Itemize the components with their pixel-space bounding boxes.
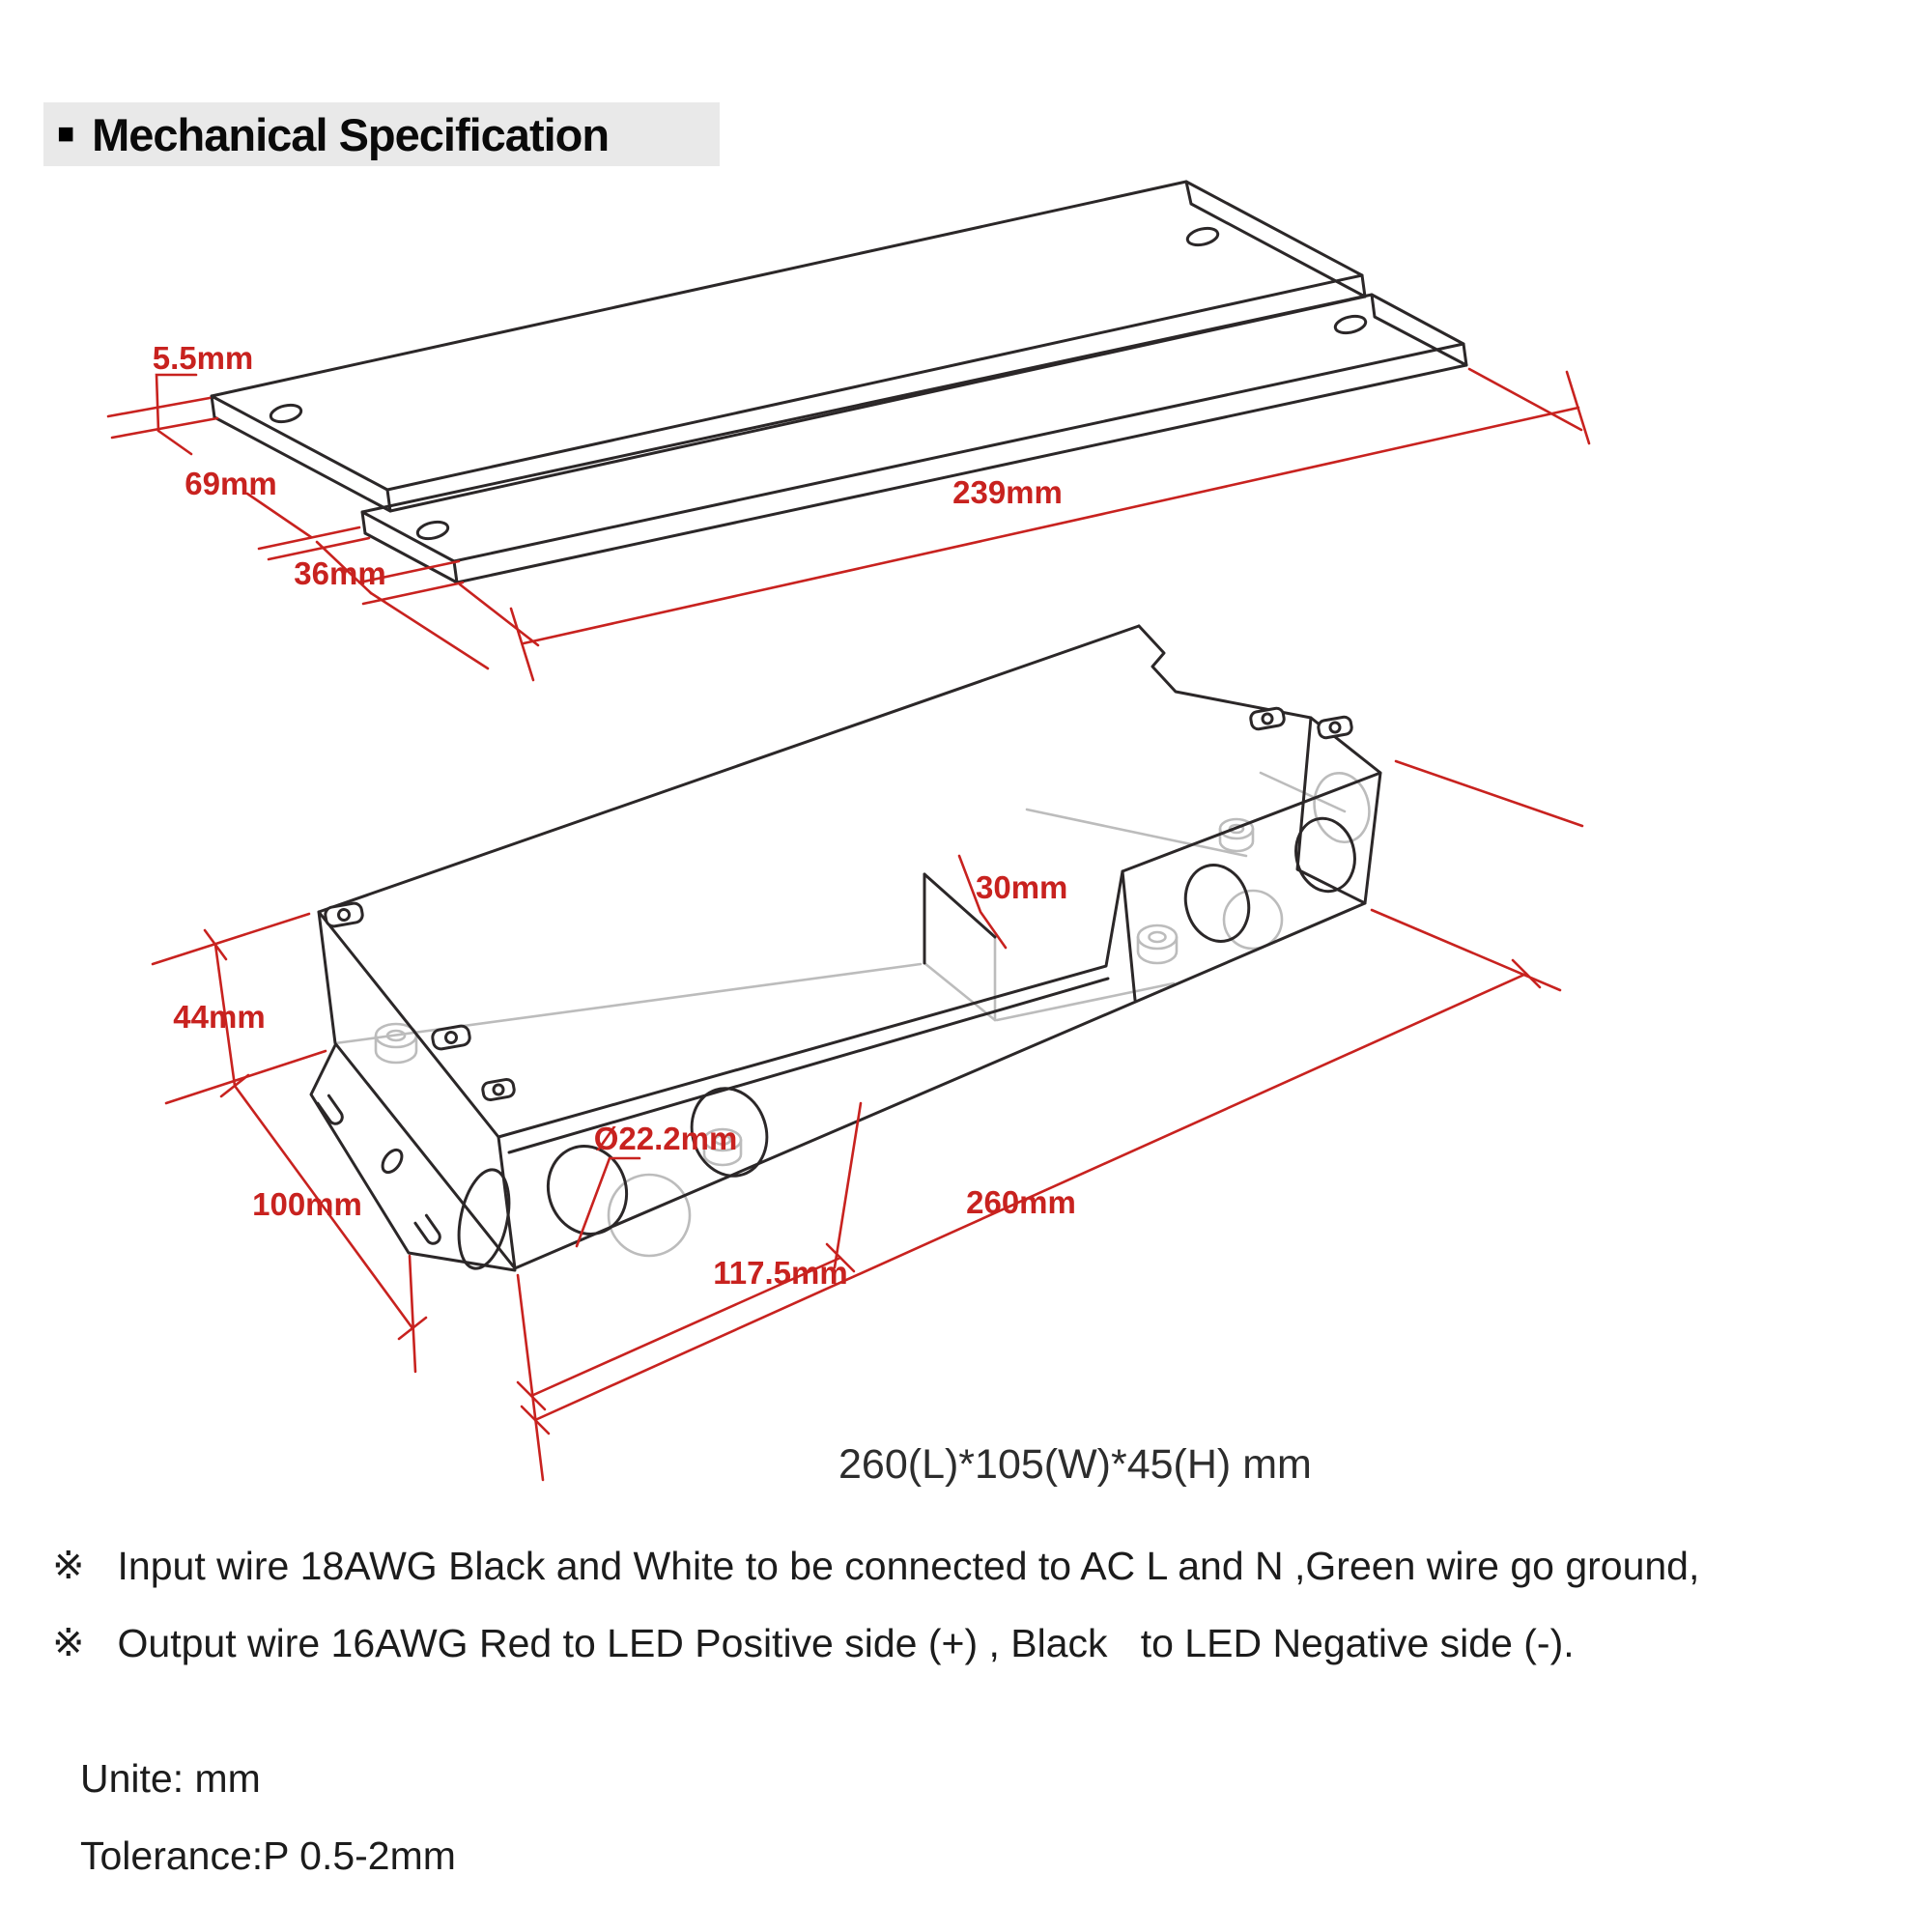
reference-mark-icon: ※ — [52, 1622, 85, 1664]
dim-260-extension-left — [518, 1275, 543, 1480]
corner-screw-tab — [1318, 716, 1353, 739]
reference-mark-icon: ※ — [52, 1545, 85, 1587]
note-output-wire — [52, 1621, 1575, 1666]
dim-260-tick — [1513, 960, 1540, 987]
grommet-hole — [1150, 932, 1166, 942]
dim-69-extension — [259, 527, 359, 549]
cover-plate-screw-hole — [1186, 226, 1220, 248]
plates-dimensions — [108, 340, 1589, 680]
flange-outline — [311, 1045, 515, 1270]
tab-plate — [1318, 716, 1353, 739]
dim-label-plate-length: 239mm — [952, 474, 1063, 510]
right-end-cap — [1297, 718, 1380, 903]
interior-bottom-edge — [335, 964, 921, 1043]
flange-slot — [415, 1215, 442, 1246]
enclosure-drawing — [153, 626, 1582, 1480]
tab-plate — [1250, 707, 1286, 730]
corner-screw-tab — [325, 902, 364, 927]
dim-239-tick-left — [511, 609, 533, 680]
overall-size-caption: 260(L)*105(W)*45(H) mm — [838, 1441, 1312, 1488]
enclosure-hidden-lines — [335, 768, 1376, 1256]
dim-100-extension — [410, 1256, 415, 1372]
partition-hidden-edge — [924, 963, 995, 1020]
front-knockout-hole — [1177, 858, 1258, 950]
note-input-wire — [52, 1544, 1699, 1589]
mounting-flange — [311, 1045, 515, 1270]
note-text: Input wire 18AWG Black and White to be connected to AC L and N ,Green wire go ground, — [117, 1544, 1700, 1588]
compartment-step-edge — [1139, 626, 1311, 718]
base-plate — [362, 295, 1466, 582]
wire-grommet — [376, 1024, 416, 1063]
corner-screw-tab — [1250, 707, 1286, 730]
title-bullet-icon: ■ — [57, 118, 75, 150]
page-title: Mechanical Specification — [92, 108, 610, 160]
dim-label-cover-width: 69mm — [185, 466, 277, 501]
cover-plate — [212, 182, 1365, 511]
enclosure-structure — [311, 626, 1380, 1273]
cover-plate-screw-hole — [270, 403, 303, 425]
dim-44-tick — [205, 930, 226, 959]
dim-label-base-width: 36mm — [294, 555, 386, 591]
dim-44-extension — [153, 914, 309, 964]
dim-239-extension-left — [460, 584, 538, 645]
slot-shape — [318, 1095, 345, 1126]
dim-label-height: 44mm — [173, 999, 266, 1035]
tab-plate — [325, 902, 364, 927]
dim-label-thickness: 5.5mm — [152, 340, 254, 376]
base-plate-screw-hole — [1334, 314, 1368, 336]
tab-plate — [482, 1078, 516, 1100]
slot-shape — [415, 1215, 442, 1246]
base-plate-screw-hole — [416, 520, 450, 542]
dim-label-knockout-spacing: 117.5mm — [713, 1255, 848, 1291]
note-text: Output wire 16AWG Red to LED Positive side (+) , Black to LED Negative side (-). — [117, 1621, 1575, 1665]
dim-label-knockout-dia: Ø22.2mm — [593, 1121, 738, 1156]
base-plate-outline — [362, 295, 1463, 561]
dim-260-extension-upper — [1396, 761, 1582, 826]
dim-36-tail — [371, 593, 488, 668]
unit-label: Unite: mm — [80, 1756, 261, 1801]
flange-screw-hole — [379, 1147, 406, 1176]
grommet-ring — [1138, 925, 1177, 949]
tolerance-label: Tolerance:P 0.5-2mm — [80, 1833, 456, 1878]
corner-screw-tab — [482, 1078, 516, 1100]
compartment-front-corner — [1122, 871, 1135, 1000]
flange-slot — [318, 1095, 345, 1126]
dim-260-extension-right — [1372, 910, 1560, 990]
dim-label-compartment: 30mm — [976, 869, 1068, 905]
dim-239-tick-right — [1567, 372, 1589, 443]
dim-label-length: 260mm — [966, 1184, 1076, 1220]
dim-label-width: 100mm — [252, 1186, 362, 1222]
wire-grommet — [1138, 925, 1177, 963]
front-wall-bottom-edge — [515, 903, 1365, 1268]
compartment-hidden-edge — [1027, 810, 1246, 856]
plates-drawing — [108, 182, 1589, 680]
dim-69-line-upper — [158, 431, 191, 454]
